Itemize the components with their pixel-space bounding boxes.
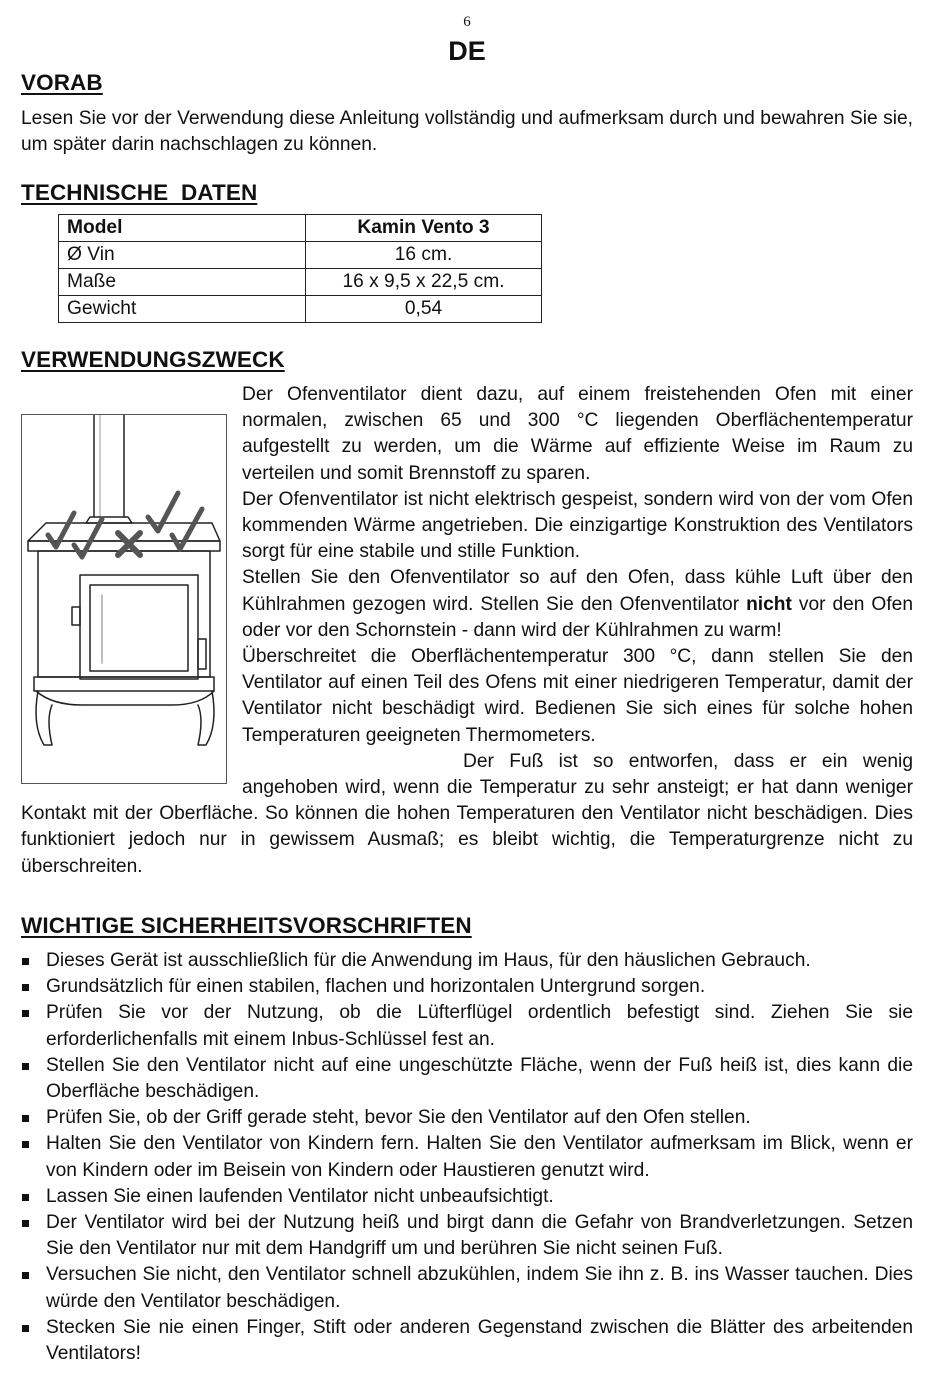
list-item-text: Stellen Sie den Ventilator nicht auf eine ungeschützte Fläche, wenn der Fuß heiß ist, dies kann die Oberfläche beschädigen. bbox=[46, 1054, 913, 1103]
list-item bbox=[21, 1000, 913, 1052]
page-number: 6 bbox=[463, 14, 471, 30]
usage-paragraph-5: Der Fuß ist so entworfen, dass er ein wenig angehoben wird, wenn die Temperatur zu sehr ansteigt; er hat dann weniger Kontakt mit der Oberfläche. So können die hohen Temperaturen den Ventilator nicht beschädigen. Dies funktioniert jedoch nur in gewissem Ausmaß; es bleibt wichtig, die Temperaturgrenze nicht zu überschreiten. bbox=[21, 750, 913, 877]
list-item-text: Versuchen Sie nicht, den Ventilator schnell abzukühlen, indem Sie ihn z. B. ins Wasser tauchen. Dies würde den Ventilator beschädigen. bbox=[46, 1264, 913, 1312]
bullet-icon bbox=[22, 1115, 29, 1122]
list-item bbox=[21, 1210, 913, 1262]
vorab-text: Lesen Sie vor der Verwendung diese Anleitung vollständig und aufmerksam durch und bewahren Sie sie, um später darin nachschlagen zu können. bbox=[21, 108, 913, 156]
list-item-text: Stecken Sie nie einen Finger, Stift oder anderen Gegenstand zwischen die Blätter des arbeitenden Ventilators! bbox=[46, 1316, 913, 1365]
table-cell-label: Model bbox=[59, 215, 306, 242]
table-cell-label: Maße bbox=[59, 269, 306, 296]
bullet-icon bbox=[22, 958, 29, 965]
usage-paragraph-1: Der Ofenventilator dient dazu, auf einem freistehenden Ofen mit einer normalen, zwischen 65 und 300 °C liegenden Oberflächentemperatur aufgestellt zu werden, um die Wärme auf effiziente Weise im Raum zu verteilen und somit Brennstoff zu sparen. bbox=[242, 384, 913, 484]
table-cell-label: Gewicht bbox=[59, 296, 306, 323]
list-item-text: Halten Sie den Ventilator von Kindern fern. Halten Sie den Ventilator aufmerksam im Blick, wenn er von Kindern oder im Beisein von Kindern oder Haustieren genutzt wird. bbox=[46, 1133, 913, 1181]
bullet-icon bbox=[22, 1010, 29, 1017]
bullet-icon bbox=[22, 1220, 29, 1227]
list-item bbox=[21, 1131, 913, 1183]
bullet-icon bbox=[22, 1141, 29, 1148]
bullet-icon bbox=[22, 984, 29, 991]
usage-paragraph-2: Der Ofenventilator ist nicht elektrisch gespeist, sondern wird von der vom Ofen kommenden Wärme angetrieben. Die einzigartige Konstruktion des Ventilators sorgt für eine stabile und stille Funktion. bbox=[242, 488, 913, 563]
stove-illustration bbox=[21, 414, 227, 784]
tech-table bbox=[58, 214, 542, 323]
list-item-text: Dieses Gerät ist ausschließlich für die Anwendung im Haus, für den häuslichen Gebrauch. bbox=[46, 950, 811, 971]
list-item bbox=[21, 1105, 913, 1131]
table-cell-value: 16 x 9,5 x 22,5 cm. bbox=[306, 269, 542, 296]
list-item-text: Prüfen Sie, ob der Griff gerade steht, bevor Sie den Ventilator auf den Ofen stellen. bbox=[46, 1107, 751, 1129]
usage-paragraph-3-bold: nicht bbox=[746, 593, 792, 615]
list-item-text: Der Ventilator wird bei der Nutzung heiß und birgt dann die Gefahr von Brandverletzungen. Setzen Sie den Ventilator nur mit dem Handgriff um und berühren Sie nicht seinen Fuß. bbox=[46, 1212, 913, 1260]
table-cell-value: 0,54 bbox=[306, 296, 542, 323]
table-cell-value: Kamin Vento 3 bbox=[306, 215, 542, 242]
table-row bbox=[59, 215, 542, 242]
usage-paragraph-3-start: Stellen Sie den Ofenventilator so auf den Ofen, dass kühle Luft über den Kühlrahmen gezogen wird. Stellen Sie den Ofenventilator bbox=[242, 567, 913, 615]
usage-section bbox=[21, 382, 913, 880]
list-item bbox=[21, 1315, 913, 1367]
language-code: DE bbox=[448, 36, 486, 66]
list-item-text: Prüfen Sie vor der Nutzung, ob die Lüfterflügel ordentlich befestigt sind. Ziehen Sie sie erforderlichenfalls mit einem Inbus-Schlüssel fest an. bbox=[46, 1002, 913, 1050]
usage-heading: VERWENDUNGSZWECK bbox=[21, 347, 285, 372]
bullet-icon bbox=[22, 1063, 29, 1070]
list-item-text: Grundsätzlich für einen stabilen, flachen und horizontalen Untergrund sorgen. bbox=[46, 976, 706, 998]
list-item bbox=[21, 1262, 913, 1314]
safety-heading: WICHTIGE SICHERHEITSVORSCHRIFTEN bbox=[21, 913, 472, 938]
list-item bbox=[21, 1053, 913, 1105]
table-row bbox=[59, 269, 542, 296]
safety-list bbox=[21, 948, 913, 1367]
vorab-heading: VORAB bbox=[21, 70, 103, 95]
table-cell-label: Ø Vin bbox=[59, 242, 306, 269]
bullet-icon bbox=[22, 1194, 29, 1201]
list-item bbox=[21, 974, 913, 1000]
usage-paragraph-3-end: vor den Ofen oder vor den Schornstein - dann wird der Kühlrahmen zu warm! bbox=[242, 593, 913, 641]
list-item bbox=[21, 1184, 913, 1210]
list-item bbox=[21, 948, 913, 974]
list-item-text: Lassen Sie einen laufenden Ventilator nicht unbeaufsichtigt. bbox=[46, 1185, 554, 1207]
tech-heading: TECHNISCHE DATEN bbox=[21, 180, 258, 205]
table-cell-value: 16 cm. bbox=[306, 242, 542, 269]
usage-paragraph-4: Überschreitet die Oberflächentemperatur 300 °C, dann stellen Sie den Ventilator auf einen Teil des Ofens mit einer niedrigeren Temperatur, damit der Ventilator nicht beschädigt wird. Bedienen Sie sich eines für solche hohen Temperaturen geeigneten Thermometers. bbox=[242, 646, 913, 746]
bullet-icon bbox=[22, 1325, 29, 1332]
table-row bbox=[59, 296, 542, 323]
table-row bbox=[59, 242, 542, 269]
bullet-icon bbox=[22, 1272, 29, 1279]
